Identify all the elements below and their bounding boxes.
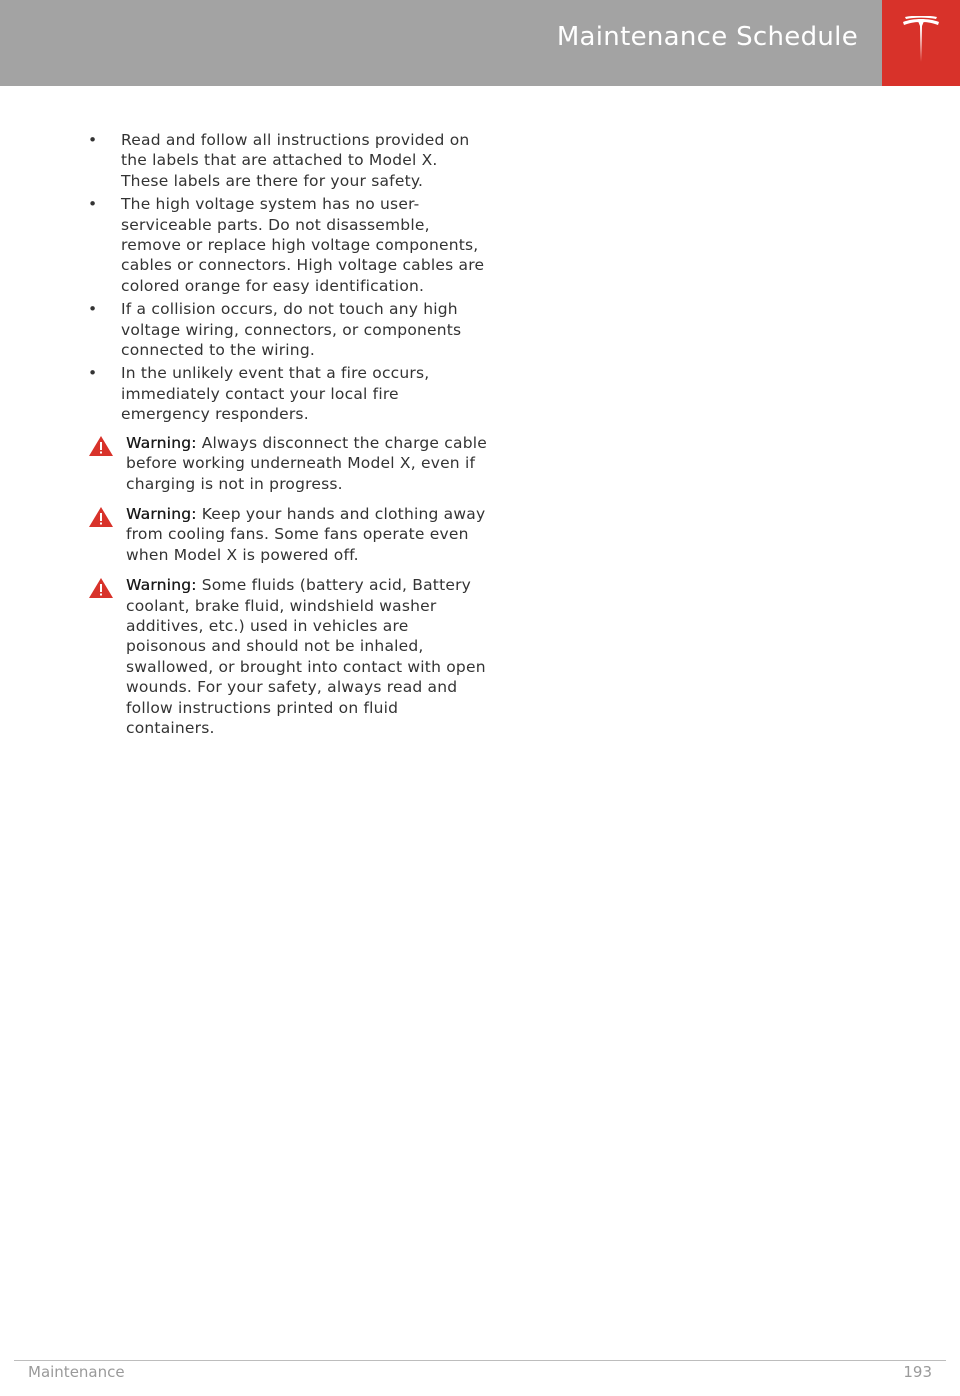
page-header <box>0 0 960 86</box>
bullet-text: In the unlikely event that a fire occurs, immediately contact your local fire emergency responders. <box>121 364 430 424</box>
bullet-text: If a collision occurs, do not touch any high voltage wiring, connectors, or components connected to the wiring. <box>121 300 462 360</box>
warning-text: Keep your hands and clothing away from cooling fans. Some fans operate even when Model X is powered off. <box>126 504 486 564</box>
warning-text: Always disconnect the charge cable before working underneath Model X, even if charging is not in progress. <box>126 433 487 493</box>
warning-text: Some fluids (battery acid, Battery coolant, brake fluid, windshield washer additives, etc.) used in vehicles are poisonous and should not be inhaled, swallowed, or brought into contact with open wounds. For your safety, always read and follow instructions printed on fluid containers. <box>126 576 486 737</box>
warning-block <box>88 575 488 738</box>
footer-divider <box>14 1360 946 1361</box>
warnings-list <box>88 433 488 739</box>
bullet-dot: • <box>88 131 98 149</box>
tesla-logo-icon <box>901 16 941 66</box>
page-title: Maintenance Schedule <box>556 22 858 52</box>
warning-triangle-icon <box>88 577 114 599</box>
bullet-text: Read and follow all instructions provided on the labels that are attached to Model X. These labels are there for your safety. <box>121 131 470 190</box>
logo-box <box>882 0 960 86</box>
bullet-dot: • <box>88 195 98 214</box>
page-content <box>88 130 488 748</box>
bullet-text: The high voltage system has no user-serviceable parts. Do not disassemble, remove or replace high voltage components, cables or connectors. High voltage cables are colored orange for easy identification. <box>121 195 485 295</box>
warning-block <box>88 433 488 494</box>
warning-label: Warning: <box>126 433 197 452</box>
warning-block <box>88 504 488 565</box>
bullet-item <box>88 299 488 360</box>
warning-label: Warning: <box>126 504 197 523</box>
bullet-dot: • <box>88 364 98 383</box>
warning-triangle-icon <box>88 435 114 457</box>
bullet-item <box>88 363 488 424</box>
bullet-item <box>88 194 488 296</box>
footer-section-name: Maintenance <box>28 1363 125 1381</box>
bullet-dot: • <box>88 300 98 319</box>
warning-label: Warning: <box>126 576 197 595</box>
footer-page-number: 193 <box>903 1363 932 1381</box>
bullet-item <box>88 130 488 191</box>
warning-triangle-icon <box>88 506 114 528</box>
